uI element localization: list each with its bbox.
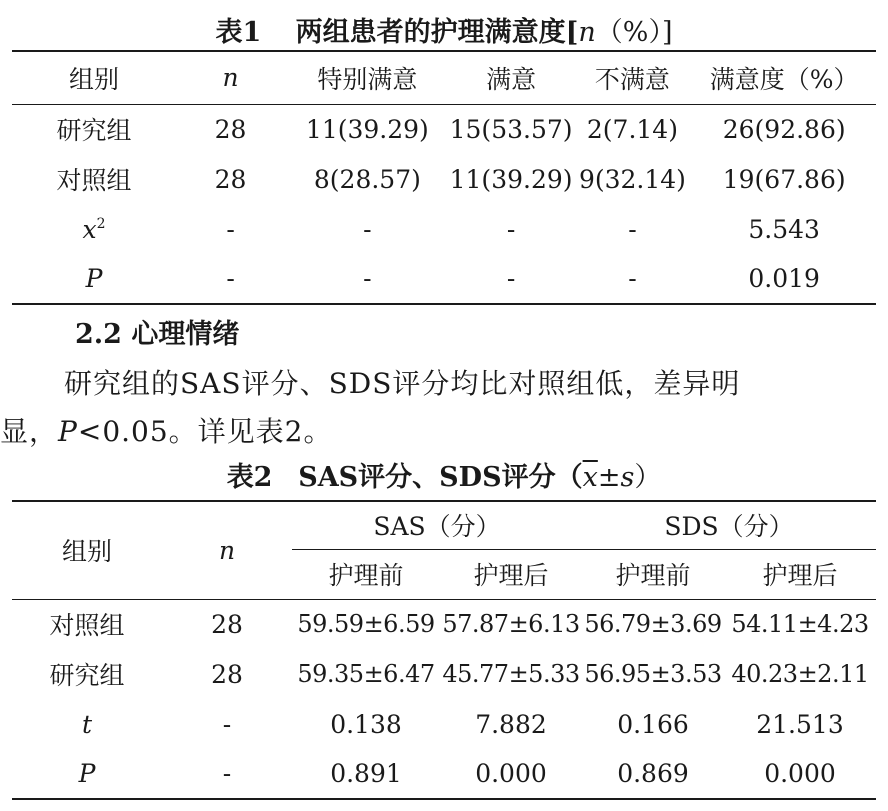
table-cell: 28 bbox=[214, 114, 247, 144]
table-cell: 8(28.57) bbox=[313, 164, 421, 194]
table-row bbox=[12, 599, 876, 649]
table-cell: 57.87±6.13 bbox=[442, 610, 580, 639]
table-cell: 28 bbox=[211, 609, 243, 639]
section-heading: 2.2 心理情绪 bbox=[75, 319, 240, 350]
table2-title-xbar: $\overline{x}$ bbox=[582, 462, 598, 493]
paragraph-p-symbol: P bbox=[58, 415, 78, 448]
table-cell: 19(67.86) bbox=[722, 164, 846, 194]
table-cell: 0.000 bbox=[475, 759, 547, 788]
table-cell: 28 bbox=[211, 659, 243, 689]
table2-header-row-top bbox=[12, 501, 876, 549]
table-cell: 对照组 bbox=[56, 166, 132, 195]
table1-header: 组别 bbox=[68, 64, 119, 94]
table-cell: 7.882 bbox=[475, 709, 547, 739]
table2-subheader: 护理后 bbox=[762, 561, 838, 590]
table2-header-group: SDS（分） bbox=[582, 501, 876, 549]
chi-superscript: 2 bbox=[96, 215, 106, 232]
table-cell: 对照组 bbox=[49, 611, 125, 641]
table-cell: 28 bbox=[214, 164, 247, 194]
table1-title: 两组患者的护理满意度[ bbox=[295, 17, 579, 48]
table-cell: 56.95±3.53 bbox=[584, 660, 722, 688]
paragraph-text: <0.05。详见表2。 bbox=[77, 415, 333, 448]
table-cell: 11(39.29) bbox=[305, 114, 429, 144]
table2-subheader: 护理后 bbox=[473, 561, 549, 590]
table-cell: 15(53.57) bbox=[449, 114, 573, 144]
paragraph-line-1 bbox=[0, 362, 888, 402]
table2-title-s: s bbox=[620, 462, 635, 493]
table-cell: 40.23±2.11 bbox=[731, 660, 869, 688]
paragraph-line-2 bbox=[0, 410, 888, 450]
table-row bbox=[12, 699, 876, 749]
table-cell: 59.59±6.59 bbox=[297, 610, 435, 639]
table2-title-close: ） bbox=[634, 462, 662, 493]
table-row bbox=[12, 154, 876, 204]
table-cell: 研究组 bbox=[56, 116, 132, 146]
table-row bbox=[12, 649, 876, 699]
table-cell: 21.513 bbox=[756, 709, 844, 739]
table-cell: 研究组 bbox=[49, 661, 125, 690]
table1-header: 不满意 bbox=[594, 64, 670, 94]
table-cell: t bbox=[81, 709, 93, 739]
table-cell: - bbox=[363, 264, 372, 293]
paragraph-text: 研究组的SAS评分、SDS评分均比对照组低，差异明 bbox=[64, 367, 741, 400]
table-cell: 59.35±6.47 bbox=[297, 660, 435, 688]
table1 bbox=[12, 50, 876, 305]
paragraph-text: 显， bbox=[0, 415, 59, 448]
table-cell: 0.000 bbox=[764, 759, 836, 788]
table-cell: - bbox=[226, 214, 235, 244]
table-cell: 26(92.86) bbox=[722, 114, 846, 144]
table2 bbox=[12, 500, 876, 800]
table2-title: SAS评分、SDS评分（ bbox=[298, 462, 583, 493]
table1-header: 特别满意 bbox=[317, 64, 418, 94]
table-cell: 2(7.14) bbox=[586, 114, 678, 144]
table1-header: n bbox=[222, 63, 239, 93]
table-cell: - bbox=[628, 264, 637, 293]
table1-caption bbox=[0, 10, 888, 49]
table-cell: 5.543 bbox=[748, 214, 820, 244]
table2-subheader: 护理前 bbox=[615, 561, 691, 590]
table1-title-n: n bbox=[578, 17, 596, 48]
table-cell: 0.019 bbox=[748, 264, 820, 293]
chi-symbol: x bbox=[82, 214, 97, 244]
table-cell: 0.869 bbox=[617, 759, 689, 788]
table-cell: - bbox=[628, 214, 637, 244]
table-cell-chi-square bbox=[12, 204, 176, 254]
table-cell: - bbox=[506, 264, 516, 293]
table-cell: 45.77±5.33 bbox=[442, 660, 580, 688]
table1-header-row bbox=[12, 51, 876, 104]
table-row bbox=[12, 104, 876, 154]
table-cell: 0.891 bbox=[330, 759, 402, 788]
table1-header: 满意度（%） bbox=[709, 64, 859, 94]
table-cell: - bbox=[506, 214, 516, 244]
table2-label: 表2 bbox=[226, 462, 273, 493]
table-cell: 11(39.29) bbox=[449, 164, 573, 194]
table2-caption bbox=[0, 455, 888, 494]
table-cell: - bbox=[226, 264, 235, 293]
table-cell: - bbox=[363, 214, 372, 244]
table1-title-tail: （%）] bbox=[595, 17, 673, 48]
table-cell: - bbox=[222, 759, 232, 788]
table-row bbox=[12, 204, 876, 254]
table-row bbox=[12, 254, 876, 304]
table2-header: n bbox=[162, 501, 292, 599]
table-cell: P bbox=[78, 759, 96, 788]
table2-header-group: SAS（分） bbox=[292, 501, 582, 549]
table-row bbox=[12, 749, 876, 799]
table-cell: 9(32.14) bbox=[578, 164, 686, 194]
table-cell: 56.79±3.69 bbox=[584, 610, 722, 639]
table-cell: - bbox=[222, 709, 232, 739]
table-cell: 0.166 bbox=[617, 709, 689, 739]
table-cell: 54.11±4.23 bbox=[731, 610, 869, 639]
table-cell: P bbox=[85, 264, 103, 293]
table2-subheader: 护理前 bbox=[328, 561, 404, 590]
table-cell: 0.138 bbox=[330, 709, 402, 739]
table2-title-pm: ± bbox=[597, 462, 621, 493]
table1-header: 满意 bbox=[486, 64, 537, 94]
table2-header: 组别 bbox=[12, 501, 162, 599]
table1-label: 表1 bbox=[215, 17, 262, 48]
